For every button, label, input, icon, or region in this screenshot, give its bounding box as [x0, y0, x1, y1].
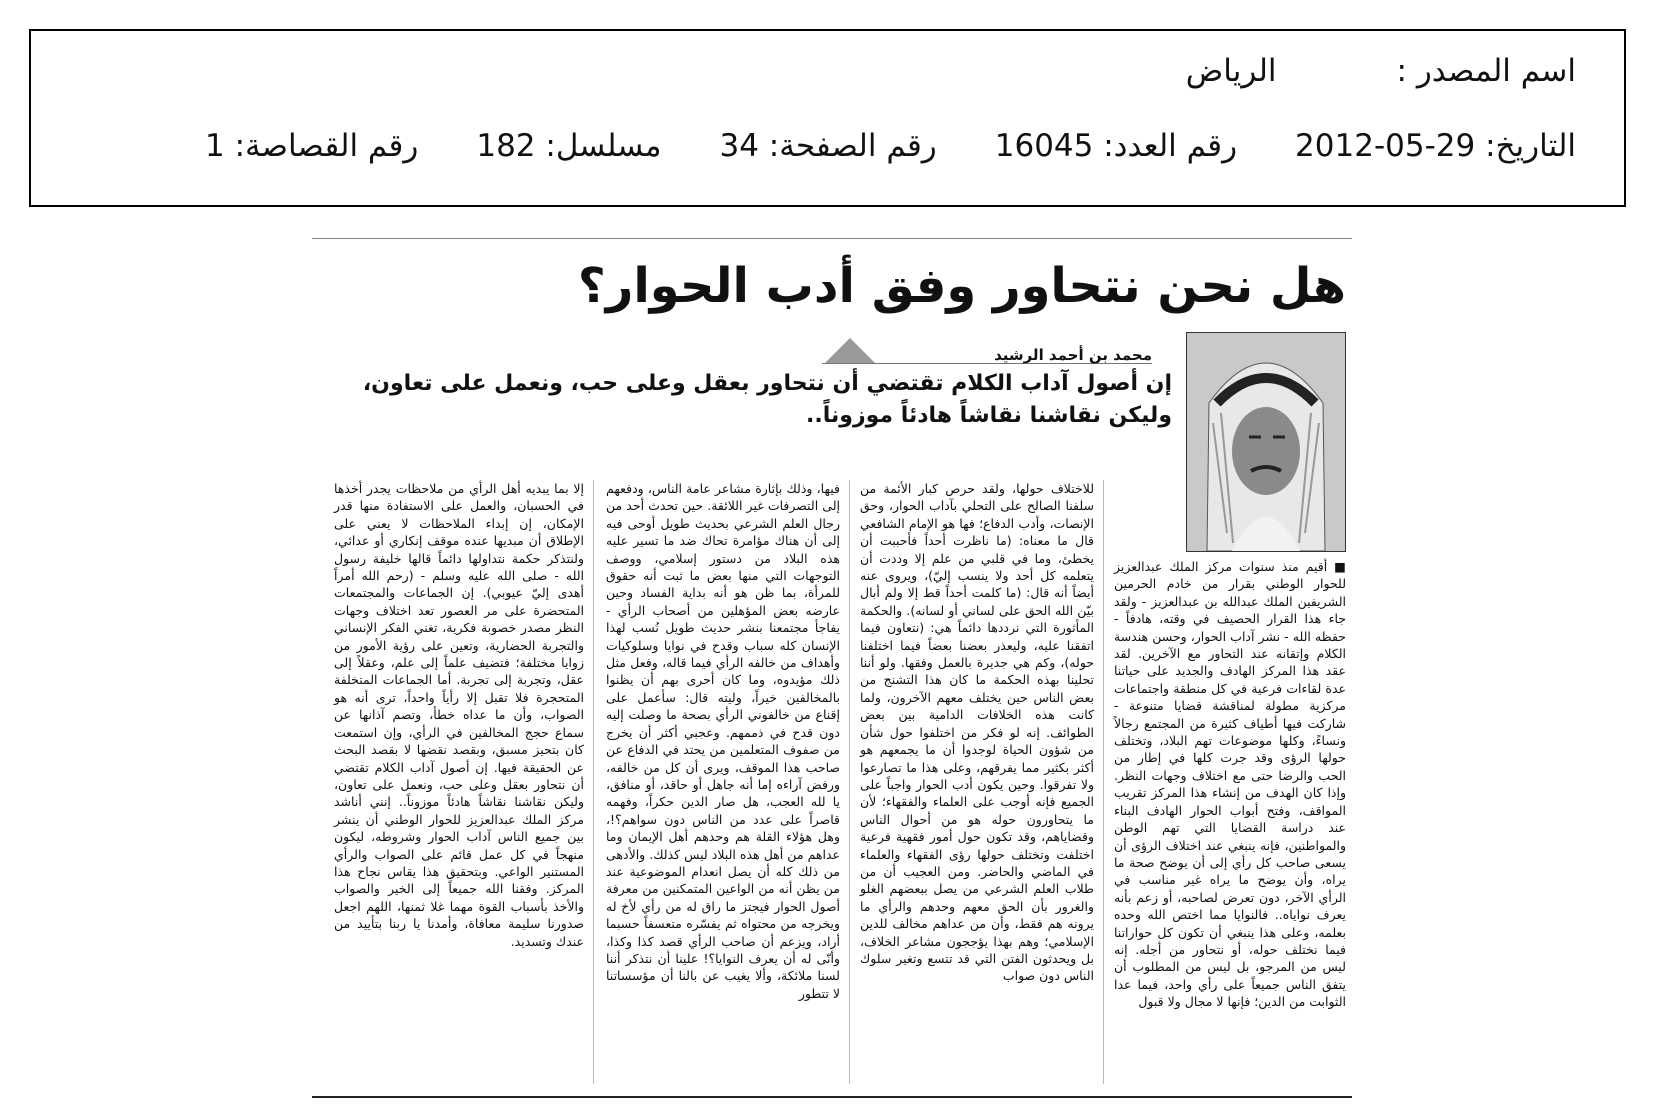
clipping-header: [29, 29, 1626, 207]
column-text: للاختلاف حولها، ولقد حرص كبار الأئمة من سلفنا الصالح على التحلي بآداب الحوار، وحق الإنصات، وأدب الدفاع؛ فها هو الإمام الشافعي قال ما معناه: (ما ناظرت أحداً فأحببت أن يخطئ، وما في قلبي من علم إلا وددت أن يتعلمه كل أحد ولا ينسب إليّ)، ويروى عنه أيضاً أنه قال: (ما كلمت أحداً قط إلا ولم أبال بيّن الله الحق على لساني أو لسانه). والحكمة المأثورة التي نرددها دائماً هي: (نتعاون فيما اتفقنا عليه، وليعذر بعضنا بعضاً فيما اختلفنا حوله)، وكم هي جديرة بالعمل وفقها. ولو أننا تحلينا بهذه الحكمة ما كان هذا التشنج من بعض الناس حين يختلف معهم الآخرون، ولما كانت هذه الخلافات الدامية بين بعض الطوائف. إنه لو فكر من اختلفوا حول شأن من شؤون الحياة لوجدوا أن ما يجمعهم هو أكثر بكثير مما يفرقهم، وعلى هذا ما تصارعوا ولا تفرقوا. وحين يكون أدب الحوار واجباً على الجميع فإنه أوجب على العلماء والفقهاء؛ لأن ما يتحاورون حوله هو من أحوال الناس وقضاياهم، وقد تكون حول أمور فقهية فرعية اختلفت وتختلف حولها رؤى الفقهاء والعلماء في الماضي والحاضر. ومن العجيب أن من طلاب العلم الشرعي من يصل ببعضهم الغلو والغرور بأن الحق معهم وحدهم والرأي ما يرونه هم فقط، وأن من عداهم مخالف للدين الإسلامي؛ وهم بهذا يؤججون مشاعر الخلاف، بل ويحدثون الفتن التي قد تتسع وتغير سلوك الناس دون صواب: [860, 481, 1094, 984]
top-rule: [312, 238, 1352, 239]
author-portrait-image: [1187, 333, 1345, 551]
source-line: [1186, 53, 1576, 89]
column-text: ■ أقيم منذ سنوات مركز الملك عبدالعزيز للحوار الوطني بقرار من خادم الحرمين الشريفين الملك عبدالله بن عبدالعزيز - ولقد جاء هذا القرار الحصيف في وقته، هادفاً - حفظه الله - نشر آداب الحوار، وحسن هندسة الكلام وإتقانه عند التحاور مع الآخرين. لقد عقد هذا المركز الهادف والجديد على حياتنا عدة لقاءات فرعية في كل منطقة واجتماعات مركزية مطولة لمناقشة قضايا متنوعة - شاركت فيها أطياف كثيرة من المجتمع رجالاً ونساءً، وكلها موضوعات تهم البلاد، وتختلف حولها الرؤى وقد جرت كلها في إطار من الحب والرضا حتى مع اختلاف وجهات النظر. وإذا كان الهدف من إنشاء هذا المركز تقريب المواقف، وفتح أبواب الحوار الهادف البناء عند دراسة القضايا التي تهم الوطن والمواطنين، فإنه ينبغي عند اختلاف الرؤى أن يسعى صاحب كل رأي إلى أن يوضح صحة ما يراه، وأن يوضح ما يراه غير مناسب في الرأي الآخر، دون تعرض لصاحبه، أو زعم بأنه يعرف نواياه.. فالنوايا مما اختص الله وحده بعلمه، وعلى هذا ينبغي أن تكون كل حواراتنا فيما نختلف حوله، أو نتحاور من أجله. إنه ليس من المرجو، بل ليس من المطلوب أن يتفق الناس جميعاً على رأي واحد، فيما عدا الثوابت من الدين؛ فإنها لا مجال ولا قبول: [1114, 559, 1346, 1010]
bottom-rule: [312, 1096, 1352, 1098]
serial-field: مسلسل: 182: [476, 128, 662, 164]
article-column-4: [334, 480, 584, 952]
column-text: فيها، وذلك بإثارة مشاعر عامة الناس، ودفعهم إلى التصرفات غير اللائقة. حين تحدث أحد من رجال العلم الشرعي بحديث طويل أوحى فيه إلى أن هناك مؤامرة تحاك ضد ما تسير عليه هذه البلاد من دستور إسلامي، ووصف التوجهات التي منها بعض ما ثبت أنه حقوق للمرأة، بما ظن هو أنه بداية الفساد وحين عارضه بعض المؤهلين من أصحاب الرأي - يفاجأ مجتمعنا بنشر حديث طويل نُسب لهذا الإنسان كله سباب وقدح في نوايا وسلوكيات وأهداف من خالفه الرأي فيما قاله، وفعل مثل ذلك مؤيدوه، وما كان أحرى بهم أن يظنوا بالمخالفين خيراً، وليته قال: سأعمل على إقناع من خالفوني الرأي بصحة ما وصلت إليه دون قدح في ذممهم. وعجبي أكثر أن يخرج من صفوف المتعلمين من يحتد في الدفاع عن صاحب هذا الموقف، ويرى أن كل من خالفه، ورفض آراءه إما أنه جاهل أو حاقد، أو منافق، يا لله العجب، هل صار الدين حكراً، وفهمه قاصراً على عدد من الناس دون سواهم؟!، وهل هؤلاء القلة هم وحدهم أهل الإيمان وما عداهم من أهل هذه البلاد ليس كذلك. والأدهى من ذلك كله أن يصل انعدام الموضوعية عند من يظن أنه من الواعين المتمكنين من معرفة أصول الحوار فيجتز ما راق له من رأي لأخ له ويخرجه من محتواه ثم يفسّره متعسفاً حسبما أراد، ويزعم أن صاحب الرأي قصد كذا وكذا، وأنّى له أن يعرف النوايا؟! علينا أن نتذكر أننا لسنا ملائكة، وألا يغيب عن بالنا أن مؤسساتنا لا تتطور: [606, 481, 840, 1001]
headline: هل نحن نتحاور وفق أدب الحوار؟: [577, 258, 1346, 314]
article-column-1: [1114, 558, 1346, 1013]
article: [312, 238, 1352, 1098]
column-divider: [849, 480, 850, 1084]
source-value: الرياض: [1185, 53, 1277, 89]
meta-line: [205, 128, 1576, 164]
date-field: التاريخ: 29-05-2012: [1295, 128, 1576, 164]
page-field: رقم الصفحة: 34: [719, 128, 937, 164]
issue-field: رقم العدد: 16045: [994, 128, 1238, 164]
source-label: اسم المصدر :: [1396, 53, 1576, 89]
column-divider: [1103, 480, 1104, 1084]
column-divider: [593, 480, 594, 1084]
article-column-2: [860, 480, 1094, 987]
clip-field: رقم القصاصة: 1: [205, 128, 419, 164]
column-text: إلا بما يبديه أهل الرأي من ملاحظات يجدر أخذها في الحسبان، والعمل على الاستفادة منها قدر الإمكان، إن إبداء الملاحظات لا يعني على الإطلاق أن مبديها عنده موقف إنكاري أو عدائي، ولنتذكر حكمة نتداولها دائماً قالها خليفة رسول الله - صلى الله عليه وسلم - (رحم الله أمراً أهدى إليّ عيوبي). إن الجماعات والمجتمعات المتحضرة على مر العصور تعد اختلاف وجهات النظر مصدر خصوبة فكرية، تغني الفكر الإنساني والتجربة الحضارية، وتعين على رؤية الأمور من زوايا مختلفة؛ فتضيف علماً إلى علم، وعقلاً إلى عقل، وتجربة إلى تجربة. أما الجماعات المتخلفة المتحجرة فلا تقبل إلا رأياً واحداً، ترى أنه هو الصواب، وأن ما عداه خطأ، وتصم آذانها عن سماع حجج المخالفين في الرأي، وإن استمعت كان بتحيز مسبق، وبقصد نقضها لا بقصد البحث عن الحقيقة فيها. إن أصول آداب الكلام تقتضي أن نتحاور بعقل وعلى حب، ونعمل على تعاون، وليكن نقاشنا نقاشاً هادئاً موزوناً.. إنني أناشد مركز الملك عبدالعزيز للحوار الوطني أن ينشر بين جميع الناس آداب الحوار وشروطه، ليكون منهجاً في كل عمل قائم على الصواب والرأي المستنير الواعي. وبتحقيق هذا يقاس نجاح هذا المركز. وفقنا الله جميعاً إلى الخير والصواب والأخذ بأسباب القوة مهما غلا ثمنها، اللهم اجعل صدورنا سليمة معافاة، وأمدنا يا ربنا بتأييد من عندك وتسديد.: [334, 481, 584, 949]
byline: محمد بن أحمد الرشيد: [994, 346, 1152, 364]
byline-triangle-icon: [824, 338, 876, 364]
article-column-3: [606, 480, 840, 1004]
author-photo: [1186, 332, 1346, 552]
pull-quote: إن أصول آداب الكلام تقتضي أن نتحاور بعقل وعلى حب، ونعمل على تعاون، وليكن نقاشنا نقاشاً هادئاً موزوناً..: [362, 371, 1172, 428]
